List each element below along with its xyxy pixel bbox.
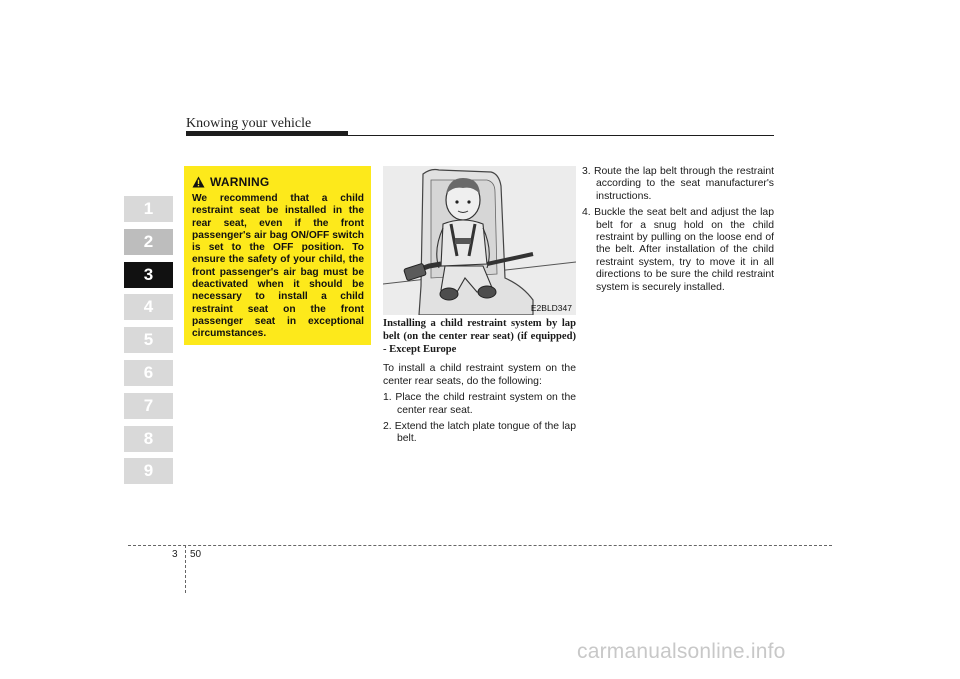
footer-chapter-number: 3 — [172, 549, 178, 560]
footer-rule — [128, 545, 832, 546]
chapter-tab-8[interactable]: 8 — [124, 426, 173, 452]
header-rule — [186, 135, 774, 136]
step-1: 1. Place the child restraint system on the center rear seat. — [383, 392, 576, 416]
section-caption: Installing a child restraint system by lap belt (on the center rear seat) (if equipped) - Except Europe — [383, 318, 576, 355]
chapter-tab-2[interactable]: 2 — [124, 229, 173, 255]
chapter-tab-1[interactable]: 1 — [124, 196, 173, 222]
chapter-tab-4[interactable]: 4 — [124, 294, 173, 320]
warning-triangle-icon — [192, 176, 205, 188]
warning-text: We recommend that a child restraint seat be installed in the rear seat, even if the front passenger's air bag ON/OFF switch is set to the OFF position. To ensure the safety of your child, the front passenger's air bag must be deactivated when it should be necessary to install a child restraint seat on the front passenger seat in exceptional circumstances. — [192, 193, 364, 340]
chapter-tab-6[interactable]: 6 — [124, 360, 173, 386]
footer-divider — [185, 545, 186, 593]
step-4: 4. Buckle the seat belt and adjust the lap belt for a snug hold on the child restraint by pulling on the loose end of the belt. After installation of the child restraint system, try to move it in all directions to be sure the child restraint system is securely installed. — [582, 207, 774, 293]
chapter-tab-3[interactable]: 3 — [124, 262, 173, 288]
child-seat-illustration — [383, 166, 576, 315]
header-title: Knowing your vehicle — [186, 116, 312, 131]
watermark: carmanualsonline.info — [577, 640, 786, 663]
child-seat-drawing — [383, 166, 576, 315]
instructions-column-right — [582, 166, 774, 298]
warning-box — [184, 166, 371, 345]
section-intro: To install a child restraint system on the center rear seats, do the following: — [383, 363, 576, 387]
step-2: 2. Extend the latch plate tongue of the lap belt. — [383, 421, 576, 445]
chapter-tab-5[interactable]: 5 — [124, 327, 173, 353]
warning-title: WARNING — [210, 175, 270, 189]
instructions-column-left — [383, 318, 576, 450]
chapter-tabs — [124, 196, 173, 491]
illustration-code: E2BLD347 — [530, 303, 572, 313]
chapter-tab-7[interactable]: 7 — [124, 393, 173, 419]
footer-page-number: 50 — [190, 549, 202, 560]
warning-heading — [192, 175, 364, 189]
step-3: 3. Route the lap belt through the restraint according to the seat manufacturer's instructions. — [582, 166, 774, 202]
chapter-tab-9[interactable]: 9 — [124, 458, 173, 484]
